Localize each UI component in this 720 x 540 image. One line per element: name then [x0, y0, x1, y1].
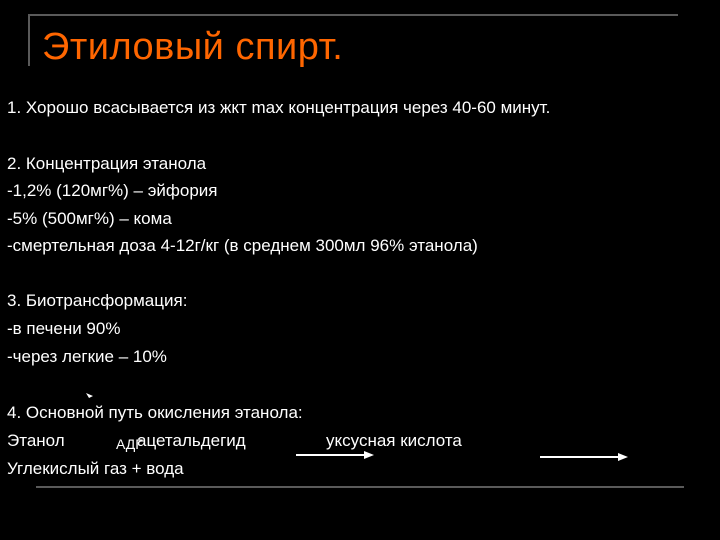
item-4-heading: 4. Основной путь окисления этанола:	[7, 403, 303, 422]
item-3-line-1: -в печени 90%	[7, 319, 121, 338]
item-3-line-2: -через легкие – 10%	[7, 347, 167, 366]
item-2-line-1: -1,2% (120мг%) – эйфория	[7, 181, 218, 200]
item-2-heading: 2. Концентрация этанола	[7, 154, 207, 173]
frame-bottom-line	[36, 486, 684, 488]
frame-left-line	[28, 14, 30, 66]
pathway-ethanol: Этанол	[7, 431, 65, 450]
item-2-line-2: -5% (500мг%) – кома	[7, 209, 172, 228]
pathway-acetaldehyde: ацетальдегид	[137, 431, 246, 450]
pathway-final-products: Углекислый газ + вода	[7, 459, 184, 478]
arrow-to-acetic-acid-icon	[296, 449, 376, 461]
arrow-to-final-products-icon	[540, 451, 630, 463]
pathway-enzyme-label: АДГ	[116, 436, 143, 452]
item-2-line-3: -смертельная доза 4-12г/кг (в среднем 300мл 96% этанола)	[7, 236, 478, 255]
frame-top-line	[28, 14, 678, 16]
small-arrow-icon	[84, 392, 96, 402]
pathway-acetic-acid: уксусная кислота	[326, 431, 462, 450]
item-1-text: 1. Хорошо всасывается из жкт max концентрация через 40-60 минут.	[7, 98, 551, 117]
slide-title: Этиловый спирт.	[42, 26, 344, 68]
item-3-heading: 3. Биотрансформация:	[7, 291, 188, 310]
